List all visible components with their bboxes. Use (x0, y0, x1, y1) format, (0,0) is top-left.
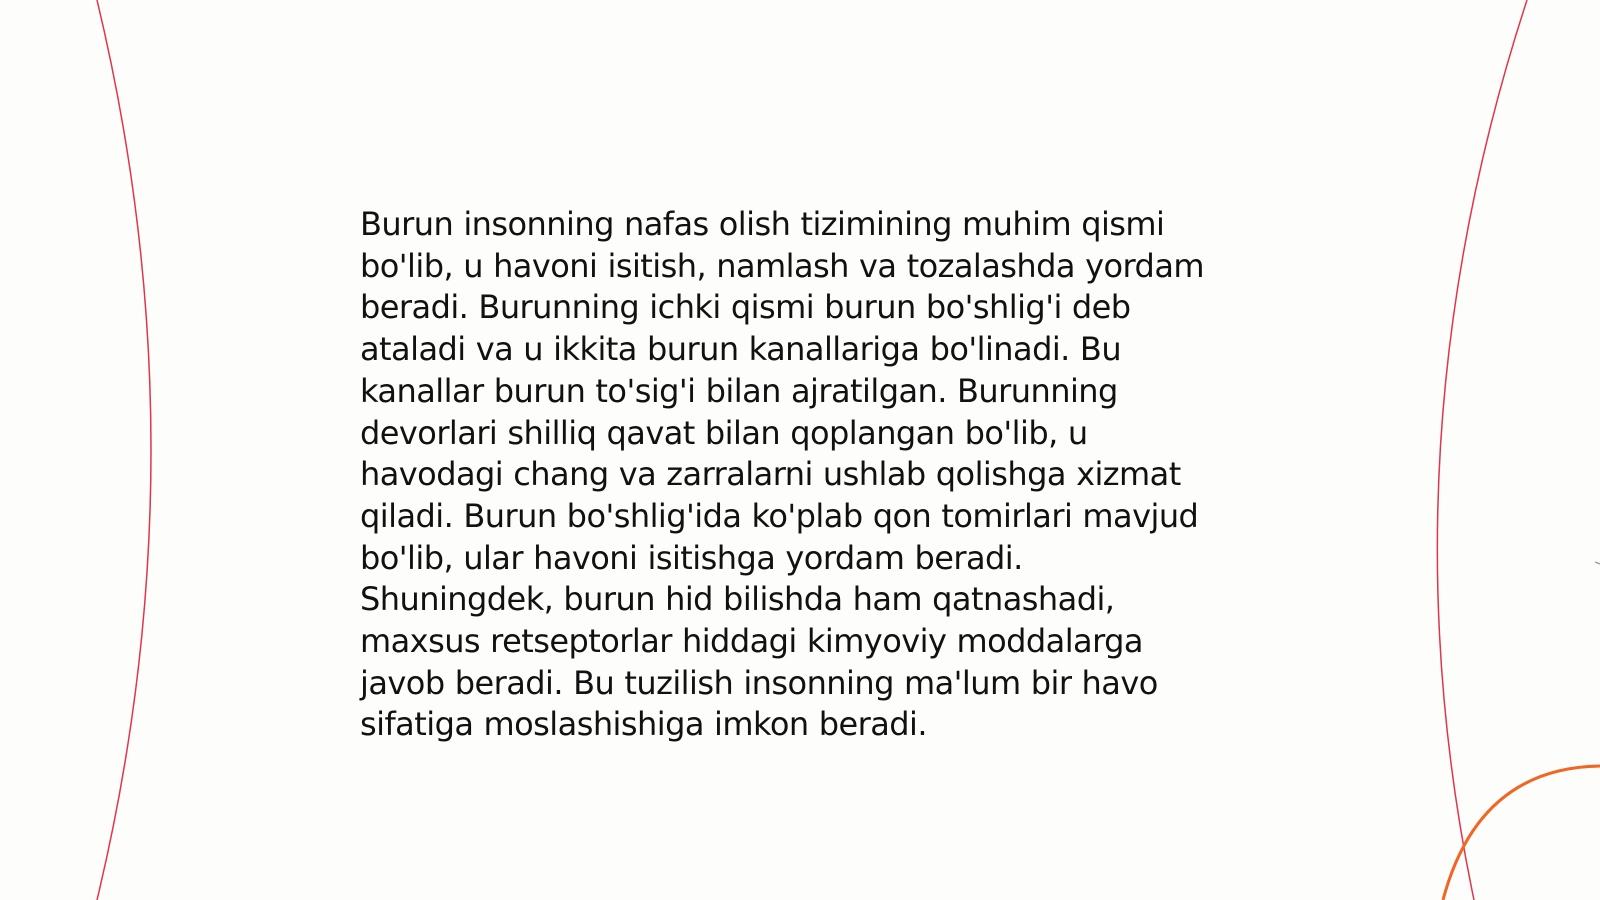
text-line: bo'lib, u havoni isitish, namlash va tozalashda yordam (360, 246, 1205, 285)
text-line: qiladi. Burun bo'shlig'ida ko'plab qon tomirlari mavjud (360, 496, 1199, 535)
text-line: beradi. Burunning ichki qismi burun bo'shlig'i deb (360, 288, 1131, 327)
right-edge-mark (1595, 562, 1600, 564)
left-curve (97, 0, 151, 900)
accent-arc (1443, 766, 1600, 900)
text-line: javob beradi. Bu tuzilish insonning ma'lum bir havo (360, 663, 1158, 702)
text-line: kanallar burun to'sig'i bilan ajratilgan. Burunning (360, 371, 1118, 410)
body-paragraph (360, 204, 1260, 746)
text-line: Burun insonning nafas olish tizimining muhim qismi (360, 205, 1165, 243)
text-line: Shuningdek, burun hid bilishda ham qatnashadi, (360, 580, 1115, 619)
text-line: maxsus retseptorlar hiddagi kimyoviy moddalarga (360, 622, 1143, 661)
text-line: bo'lib, ular havoni isitishga yordam beradi. (360, 538, 1023, 577)
text-line: havodagi chang va zarralarni ushlab qolishga xizmat (360, 455, 1181, 494)
text-line: ataladi va u ikkita burun kanallariga bo'linadi. Bu (360, 330, 1122, 369)
text-line: sifatiga moslashishiga imkon beradi. (360, 705, 927, 744)
right-curve (1437, 0, 1527, 900)
text-line: devorlari shilliq qavat bilan qoplangan bo'lib, u (360, 413, 1088, 452)
